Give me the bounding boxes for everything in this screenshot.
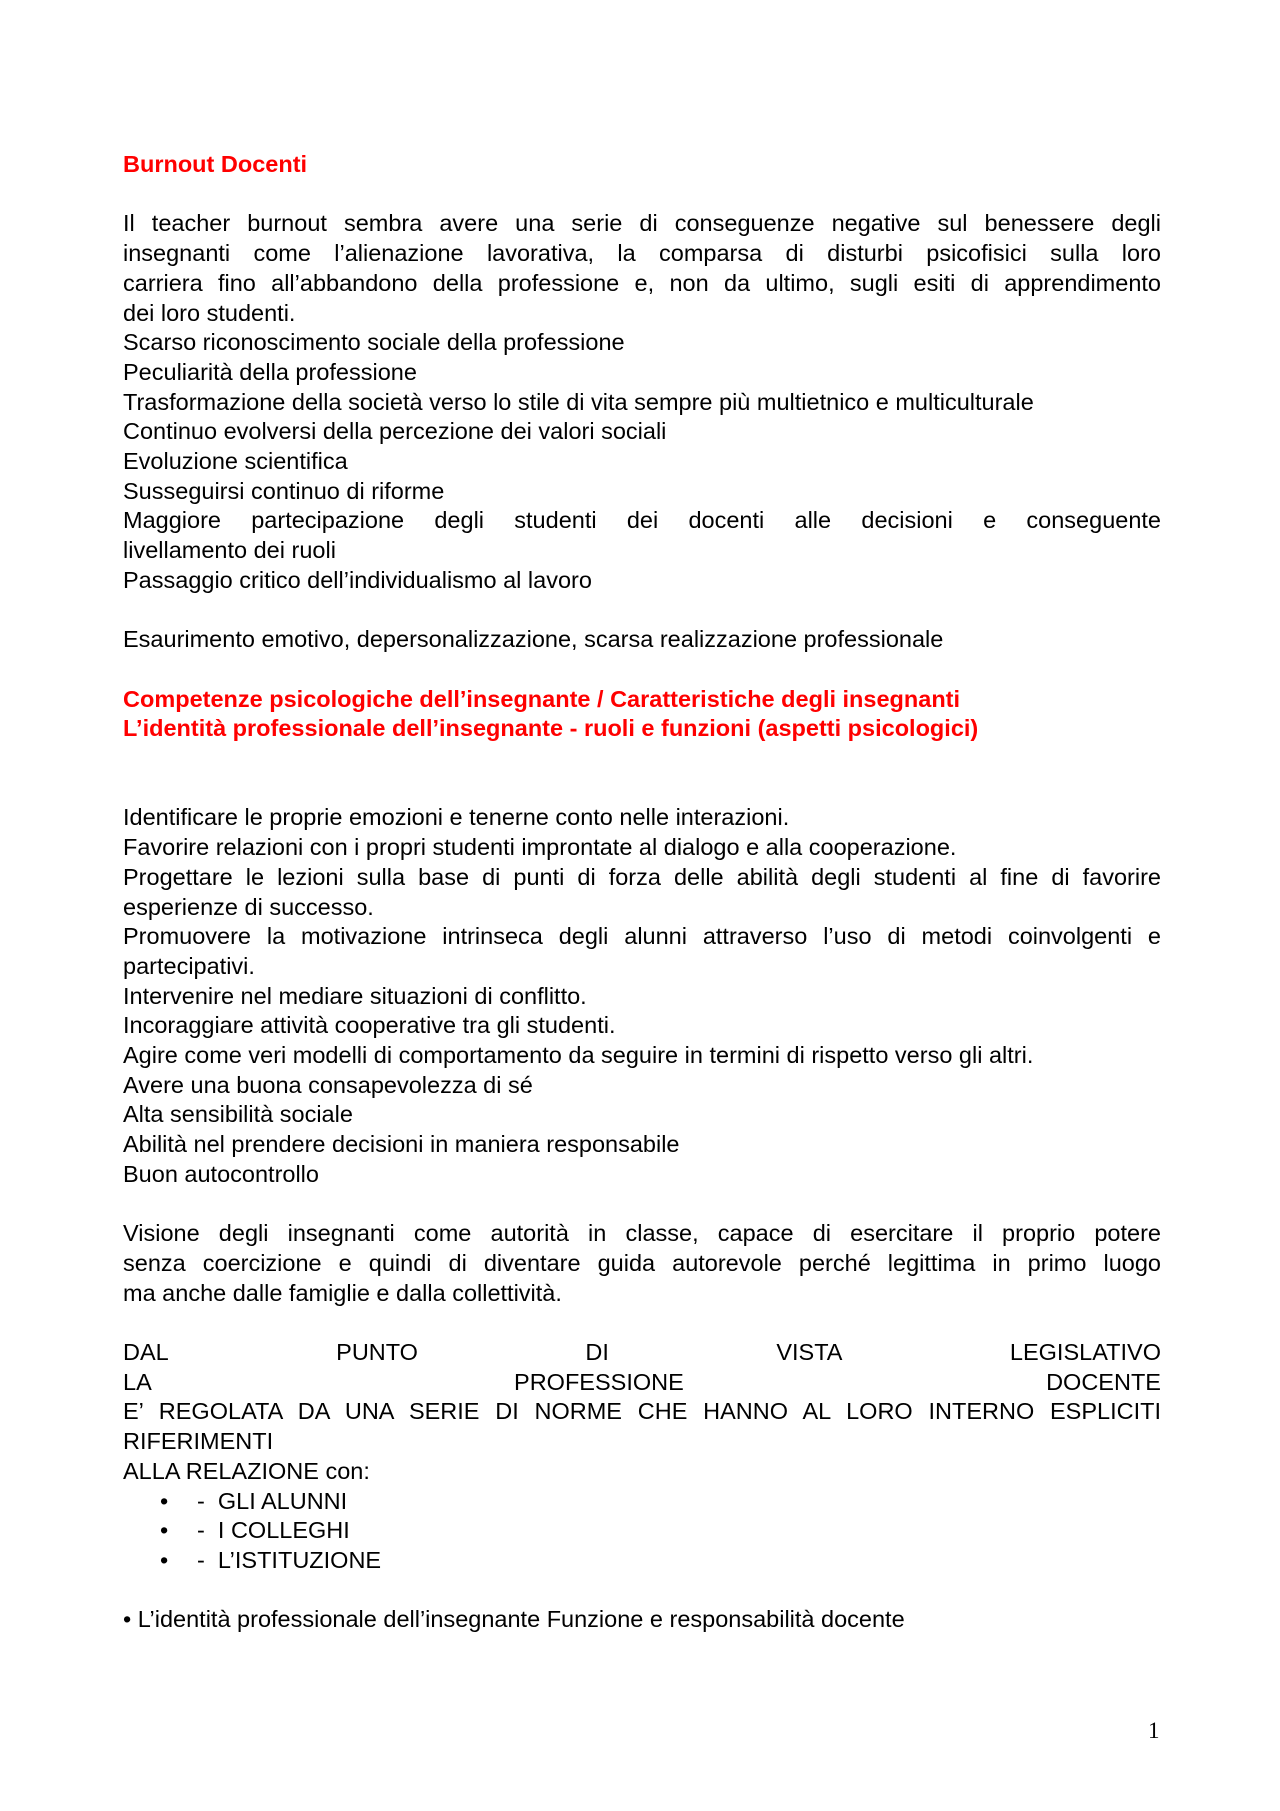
intro-line-1: Il teacher burnout sembra avere una serie di conseguenze negative sul benessere degli — [123, 210, 1161, 237]
bullet-icon: • — [160, 1487, 169, 1514]
legal-word: DI — [585, 1339, 609, 1366]
relation-label: - L’ISTITUZIONE — [197, 1546, 382, 1573]
skill-item: Avere una buona consapevolezza di sé — [123, 1071, 533, 1098]
skill-item: Incoraggiare attività cooperative tra gli studenti. — [123, 1012, 616, 1039]
skill-item: Alta sensibilità sociale — [123, 1101, 353, 1128]
relation-label: - GLI ALUNNI — [197, 1487, 348, 1514]
page-number: 1 — [1148, 1718, 1160, 1743]
legal-word: VISTA — [776, 1339, 843, 1366]
heading-identita: L’identità professionale dell’insegnante - ruoli e funzioni (aspetti psicologici) — [123, 715, 979, 742]
skill-item: Identificare le proprie emozioni e tenerne conto nelle interazioni. — [123, 804, 790, 831]
legal-word: PROFESSIONE — [514, 1368, 684, 1395]
bullet-icon: • — [160, 1546, 169, 1573]
cause-item: Evoluzione scientifica — [123, 448, 348, 475]
heading-burnout: Burnout Docenti — [123, 151, 308, 177]
cause-item: Trasformazione della società verso lo stile di vita sempre più multietnico e multiculturale — [123, 388, 1034, 415]
skill-item: Agire come veri modelli di comportamento da seguire in termini di rispetto verso gli altri. — [123, 1042, 1034, 1069]
cause-item: Continuo evolversi della percezione dei valori sociali — [123, 418, 667, 445]
legal-word: LEGISLATIVO — [1009, 1339, 1161, 1366]
legal-word: PUNTO — [336, 1339, 418, 1366]
legal-row-2 — [123, 1368, 1161, 1398]
skill-item-cont: partecipativi. — [123, 952, 255, 979]
cause-item: Scarso riconoscimento sociale della professione — [123, 329, 625, 356]
legal-word: DAL — [123, 1339, 169, 1366]
relation-list-item — [123, 1516, 1161, 1546]
skill-item: Intervenire nel mediare situazioni di conflitto. — [123, 982, 587, 1009]
skill-item: Buon autocontrollo — [123, 1160, 319, 1187]
intro-line-4: dei loro studenti. — [123, 299, 296, 326]
vision-line-1: Visione degli insegnanti come autorità in classe, capace di esercitare il proprio potere — [123, 1220, 1161, 1247]
cause-item-multiline-1: Maggiore partecipazione degli studenti dei docenti alle decisioni e conseguente — [123, 507, 1161, 534]
skill-item: Favorire relazioni con i propri studenti improntate al dialogo e alla cooperazione. — [123, 834, 957, 861]
relation-list-item — [123, 1546, 1161, 1576]
skill-item-cont: esperienze di successo. — [123, 893, 374, 920]
bullet-icon: • — [160, 1517, 169, 1544]
intro-line-2: insegnanti come l’alienazione lavorativa, la comparsa di disturbi psicofisici sulla loro — [123, 240, 1161, 267]
cause-item-last: Passaggio critico dell’individualismo al lavoro — [123, 566, 592, 593]
footer-bullet-line: • L’identità professionale dell’insegnante Funzione e responsabilità docente — [123, 1606, 905, 1633]
vision-line-3: ma anche dalle famiglie e dalla collettività. — [123, 1279, 562, 1306]
legal-row-1 — [123, 1338, 1161, 1368]
cause-item: Peculiarità della professione — [123, 358, 417, 385]
legal-row-5: ALLA RELAZIONE con: — [123, 1457, 370, 1484]
legal-row-4: RIFERIMENTI — [123, 1428, 274, 1455]
intro-line-3: carriera fino all’abbandono della professione e, non da ultimo, sugli esiti di apprendimento — [123, 269, 1161, 296]
relation-list-item — [123, 1487, 1161, 1517]
legal-word: DOCENTE — [1046, 1368, 1161, 1395]
heading-competenze: Competenze psicologiche dell’insegnante / Caratteristiche degli insegnanti — [123, 685, 961, 712]
document-page — [123, 150, 1161, 1635]
cause-item: Susseguirsi continuo di riforme — [123, 477, 445, 504]
skill-item: Promuovere la motivazione intrinseca degli alunni attraverso l’uso di metodi coinvolgenti e — [123, 923, 1161, 950]
relation-label: - I COLLEGHI — [197, 1517, 350, 1544]
cause-item-multiline-2: livellamento dei ruoli — [123, 537, 336, 564]
legal-row-3: E’ REGOLATA DA UNA SERIE DI NORME CHE HANNO AL LORO INTERNO ESPLICITI — [123, 1398, 1161, 1425]
skill-item: Abilità nel prendere decisioni in maniera responsabile — [123, 1131, 680, 1158]
effects-line: Esaurimento emotivo, depersonalizzazione, scarsa realizzazione professionale — [123, 626, 944, 653]
vision-line-2: senza coercizione e quindi di diventare guida autorevole perché legittima in primo luogo — [123, 1249, 1161, 1276]
skill-item: Progettare le lezioni sulla base di punti di forza delle abilità degli studenti al fine di favorire — [123, 863, 1161, 890]
legal-word: LA — [123, 1368, 152, 1395]
